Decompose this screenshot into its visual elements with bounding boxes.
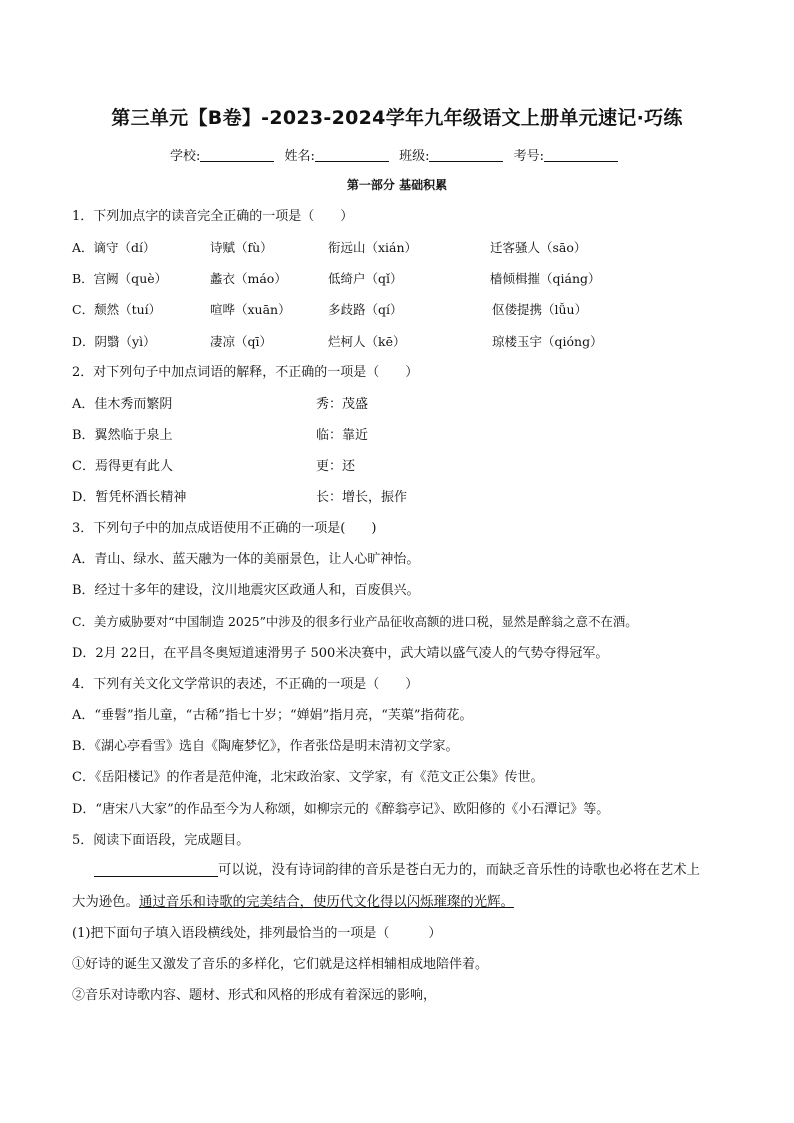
- q5-sub-question-1: (1)把下面句子填入语段横线处，排列最恰当的一项是（ ）: [72, 926, 442, 941]
- q5-fill-blank[interactable]: [94, 862, 218, 877]
- q1-option-c-item-3: 多歧路（qí）: [328, 302, 403, 317]
- q1-option-c-item-2: 喧哗（xuān）: [210, 302, 291, 317]
- q1-option-a-item-2: 诗赋（fù）: [210, 240, 273, 255]
- part-one-heading: 第一部分 基础积累: [346, 178, 448, 192]
- q1-option-d-item-3: 烂柯人（kē）: [328, 334, 406, 349]
- q2-option-d-sentence: D．暂凭杯酒长精神: [72, 490, 187, 505]
- class-blank[interactable]: [429, 149, 503, 162]
- exam-number-label: 考号:: [513, 149, 544, 164]
- q1-option-d-item-4: 琼楼玉宇（qióng）: [492, 334, 603, 349]
- q2-option-c-explanation: 更：还: [316, 459, 356, 474]
- q1-option-b-item-1: B．宫阙（què）: [72, 271, 168, 286]
- q4-option-b: B．《湖心亭看雪》选自《陶庵梦忆》，作者张岱是明末清初文学家。: [72, 739, 459, 754]
- question-2-stem: 2．对下列句子中加点词语的解释，不正确的一项是（ ）: [72, 365, 419, 380]
- q5-paragraph-line-1: [94, 862, 700, 880]
- question-3-stem: 3．下列句子中的加点成语使用不正确的一项是( ): [72, 521, 377, 536]
- q2-option-b-sentence: B．翼然临于泉上: [72, 428, 173, 443]
- document-title: 第三单元【B卷】-2023-2024学年九年级语文上册单元速记·巧练: [111, 107, 683, 129]
- name-label: 姓名:: [284, 149, 315, 164]
- q1-option-c-item-4: 伛偻提携（lǚu）: [492, 302, 588, 317]
- q1-option-d-item-2: 凄凉（qī）: [210, 334, 272, 349]
- q4-option-a: A．“垂髫”指儿童，“古稀”指七十岁；“婵娟”指月亮，“芙蕖”指荷花。: [72, 708, 473, 723]
- q4-option-c: C．《岳阳楼记》的作者是范仲淹，北宋政治家、文学家，有《范文正公集》传世。: [72, 770, 544, 785]
- q5-item-2: ②音乐对诗歌内容、题材、形式和风格的形成有着深远的影响，: [72, 988, 437, 1003]
- q2-option-b-explanation: 临：靠近: [316, 428, 369, 443]
- q2-option-a-explanation: 秀：茂盛: [316, 397, 369, 412]
- q5-underlined-sentence: 通过音乐和诗歌的完美结合，使历代文化得以闪烁璀璨的光辉。: [138, 895, 514, 910]
- q3-option-b: B．经过十多年的建设，汶川地震灾区政通人和，百废俱兴。: [72, 583, 420, 598]
- question-4-stem: 4．下列有关文化文学常识的表述，不正确的一项是（ ）: [72, 677, 419, 692]
- q1-option-c-item-1: C．颓然（tuí）: [72, 302, 162, 317]
- q5-paragraph-text-1: 可以说，没有诗词韵律的音乐是苍白无力的，而缺乏音乐性的诗歌也必将在艺术上: [218, 863, 701, 878]
- name-blank[interactable]: [315, 149, 389, 162]
- class-label: 班级:: [399, 149, 430, 164]
- exam-number-blank[interactable]: [544, 149, 618, 162]
- q1-option-a-item-1: A．谪守（dí）: [72, 240, 156, 255]
- q1-option-a-item-4: 迁客骚人（sāo）: [490, 240, 587, 255]
- student-info-line: [0, 145, 794, 164]
- school-label: 学校:: [170, 149, 201, 164]
- q4-option-d: D．“唐宋八大家”的作品至今为人称颂，如柳宗元的《醉翁亭记》、欧阳修的《小石潭记》等。: [72, 802, 610, 817]
- question-5-stem: 5．阅读下面语段，完成题目。: [72, 833, 250, 848]
- q1-option-d-item-1: D．阴翳（yì）: [72, 334, 156, 349]
- q5-paragraph-text-2: 大为逊色。: [72, 895, 139, 910]
- q3-option-c: C．美方威胁要对“中国制造 2025”中涉及的很多行业产品征收高额的进口税，显然是醉翁之意不在酒。: [72, 614, 638, 629]
- q2-option-d-explanation: 长：增长，振作: [316, 490, 408, 505]
- school-blank[interactable]: [200, 149, 274, 162]
- q1-option-b-item-4: 樯倾楫摧（qiáng）: [490, 271, 601, 286]
- q3-option-d: D．2月 22日，在平昌冬奥短道速滑男子 500米决赛中，武大靖以盛气凌人的气势夺得冠军。: [72, 646, 609, 661]
- q1-option-b-item-3: 低绮户（qǐ）: [328, 271, 403, 286]
- q5-paragraph-line-2: [72, 894, 514, 912]
- q2-option-c-sentence: C．焉得更有此人: [72, 459, 173, 474]
- q5-item-1: ①好诗的诞生又激发了音乐的多样化，它们就是这样相辅相成地陪伴着。: [72, 957, 489, 972]
- q3-option-a: A．青山、绿水、蓝天融为一体的美丽景色，让人心旷神怡。: [72, 552, 420, 567]
- q1-option-b-item-2: 蠡衣（máo）: [210, 271, 287, 286]
- q1-option-a-item-3: 衔远山（xián）: [328, 240, 418, 255]
- question-1-stem: 1．下列加点字的读音完全正确的一项是（ ）: [72, 209, 354, 224]
- q2-option-a-sentence: A．佳木秀而繁阴: [72, 397, 173, 412]
